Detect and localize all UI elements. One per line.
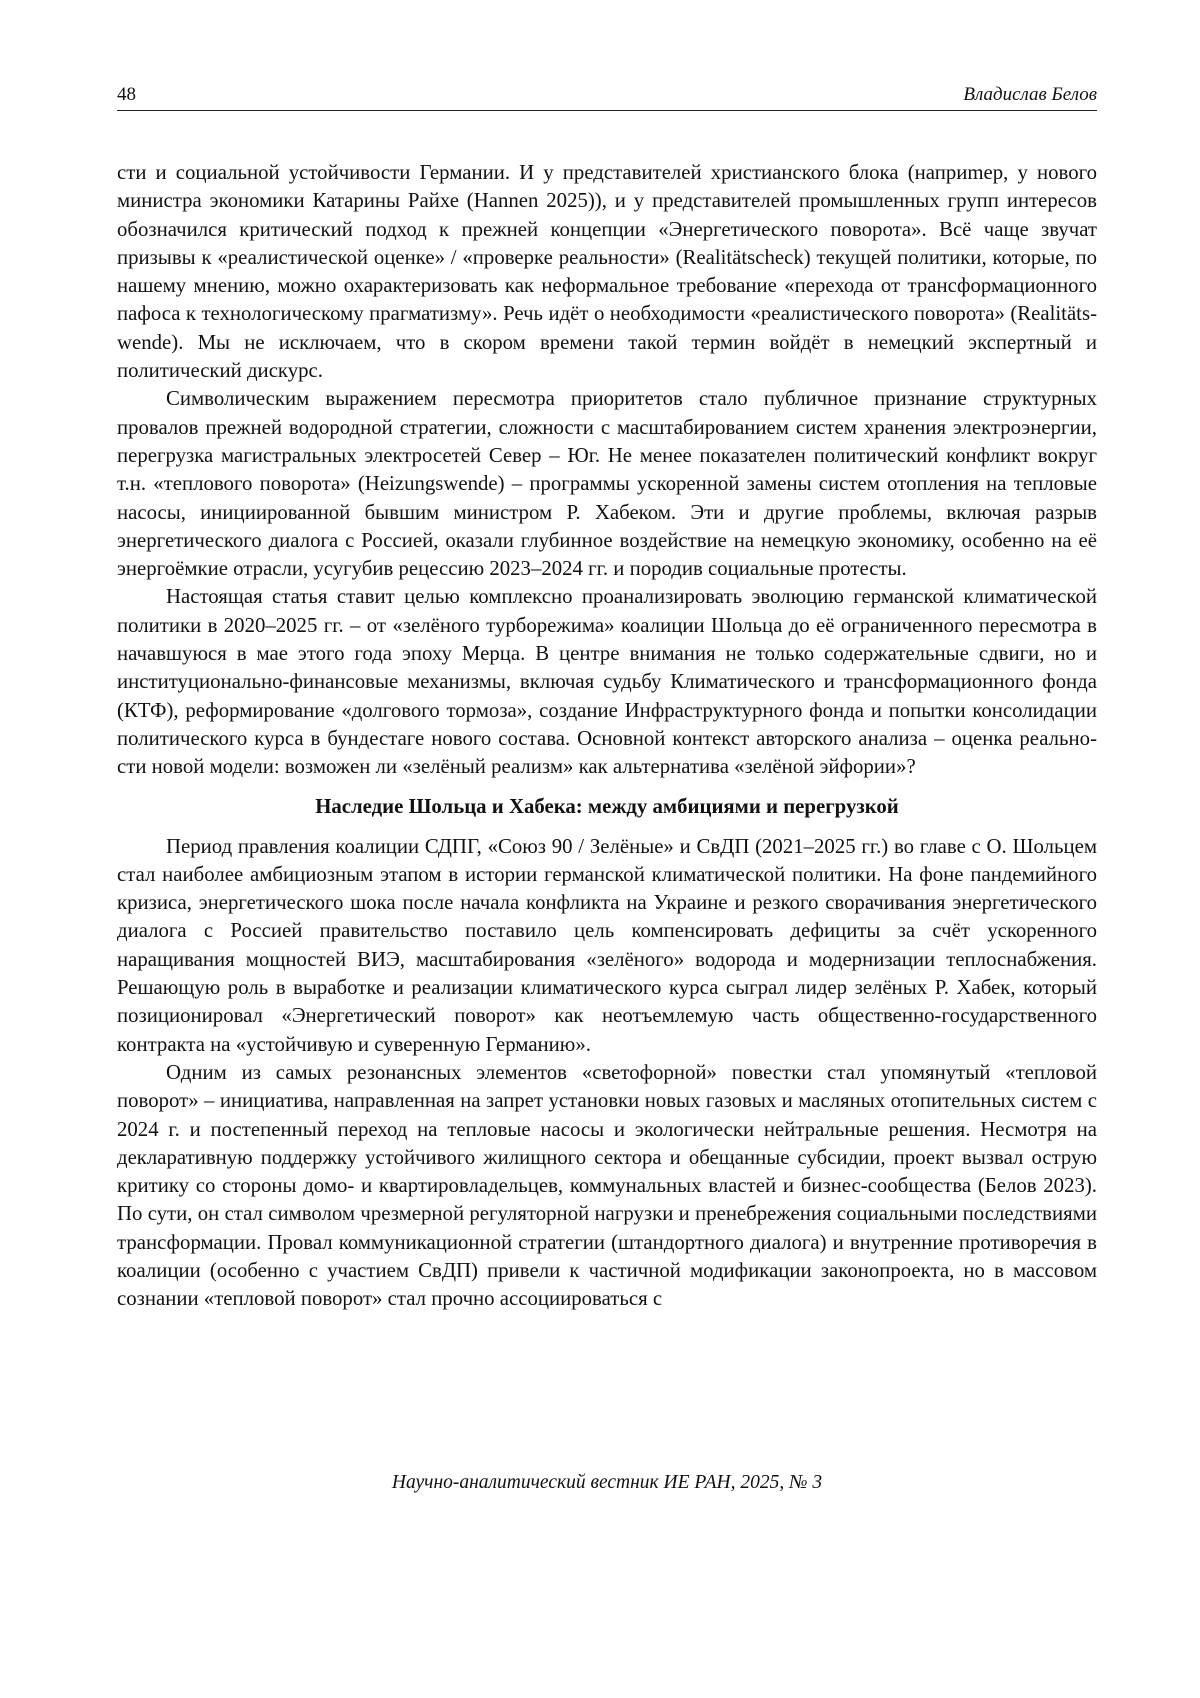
section-heading: Наследие Шольца и Хабека: между амбициями и перегрузкой	[315, 794, 899, 818]
running-author: Владислав Белов	[963, 84, 1097, 105]
paragraph-2: Символическим выражением пересмотра приоритетов стало публичное признание структурных провалов прежней водородной стратегии, сложности с масштабированием систем хранения электроэнергии, перегрузка магистральных электросетей Север – Юг. Не менее показателен политический конфликт вокруг т.н. «теплового поворота» (Heizungswende) – программы ускоренной замены систем отопления на тепловые насосы, инициированной бывшим министром Р. Хабеком. Эти и другие проблемы, включая разрыв энергетического диалога с Россией, оказали глубинное воздействие на немецкую экономику, особенно на её энергоёмкие отрасли, усугубив рецессию 2023–2024 гг. и породив социальные протесты.	[117, 387, 1097, 581]
paragraph-1: сти и социальной устойчивости Германии. И у представителей христианского блока (наприmер, у нового министра экономики Катарины Райхе (Hannen 2025)), и у представителей промышленных групп интересов обозначился критический подход к прежней концепции «Энергетического поворота». Всё чаще звучат призывы к «реалистической оценке» / «проверке реальности» (Realitätscheck) текущей политики, которые, по нашему мнению, можно охарактеризовать как неформальное требование «перехода от трансформационного пафоса к технологическому прагматизму». Речь идёт о необходимости «реалистического поворота» (Realitätswende). Мы не исключаем, что в скором времени такой термин войдёт в немецкий экспертный и политический дискурс.	[117, 161, 1097, 383]
section-paragraph-2: Одним из самых резонансных элементов «светофорной» повестки стал упомянутый «тепловой поворот» – инициатива, направленная на запрет установки новых газовых и масляных отопительных систем с 2024 г. и постепенный переход на тепловые насосы и экологически нейтральные решения. Несмотря на декларативную поддержку устойчивого жилищного сектора и обещанные субсидии, проект вызвал острую критику со стороны домо- и квартировладельцев, коммунальных властей и бизнес-сообщества (Белов 2023). По сути, он стал символом чрезмерной регуляторной нагрузки и пренебрежения социальными последствиями трансформации. Провал коммуникационной стратегии (штандортного диалога) и внутренние противоречия в коалиции (особенно с участием СвДП) привели к частичной модификации законопроекта, но в массовом сознании «тепловой поворот» стал прочно ассоциироваться с	[117, 1060, 1097, 1311]
article-body	[117, 159, 1097, 1314]
page	[117, 80, 1097, 1314]
section-paragraph-1: Период правления коалиции СДПГ, «Союз 90 / Зелёные» и СвДП (2021–2025 гг.) во главе с О. Шольцем стал наиболее амбициозным этапом в истории германской климатической политики. На фоне пандемийного кризиса, энергетического шока после начала конфликта на Украине и резкого сворачивания энергетического диалога с Россией правительство поставило цель компенсировать дефициты за счёт ускоренного наращивания мощностей ВИЭ, масштабирования «зелёного» водорода и модернизации теплоснабжения. Решающую роль в выработке и реализации климатического курса сыграл лидер зелёных Р. Хабек, который позиционировал «Энергетический поворот» как неотъемлемую часть общественно-государственного контракта на «устойчивую и суверенную Германию».	[117, 834, 1097, 1056]
page-number: 48	[117, 84, 136, 105]
paragraph-3: Настоящая статья ставит целью комплексно проанализировать эволюцию германской климатической политики в 2020–2025 гг. – от «зелёного турборежима» коалиции Шольца до её ограниченного пересмотра в начавшуюся в мае этого года эпоху Мерца. В центре внимания не только содержательные сдвиги, но и институционально-финансовые механизмы, включая судьбу Климатического и трансформационного фонда (КТФ), реформирование «долгового тормоза», создание Инфраструктурного фонда и попытки консолидации политического курса в бундестаге нового состава. Основной контекст авторского анализа – оценка реальности новой модели: возможен ли «зелёный реализм» как альтернатива «зелёной эйфории»?	[117, 585, 1097, 779]
running-footer: Научно-аналитический вестник ИЕ РАН, 2025, № 3	[391, 1472, 823, 1493]
running-header	[117, 80, 1097, 111]
